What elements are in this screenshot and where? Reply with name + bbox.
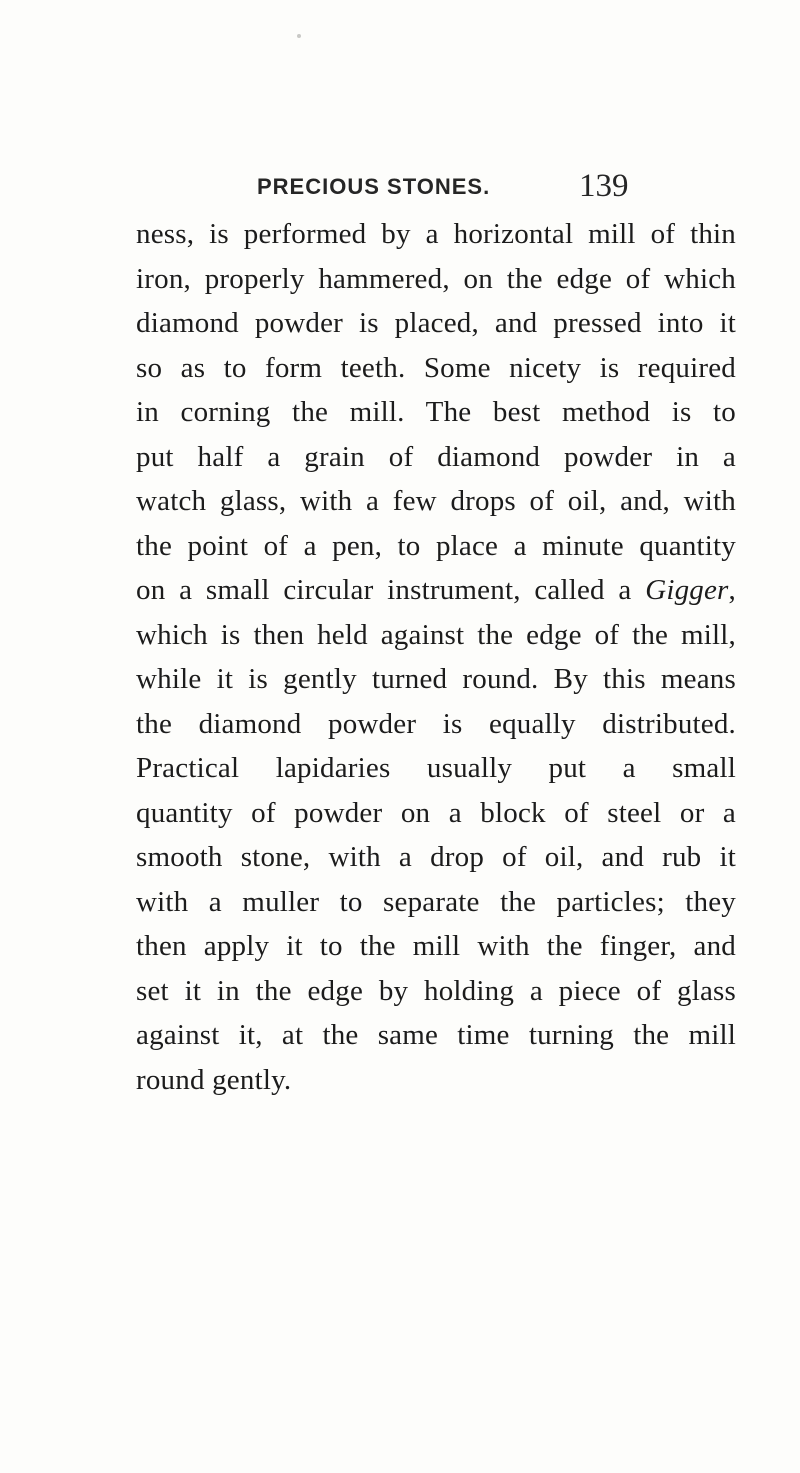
running-head: PRECIOUS STONES.	[257, 174, 491, 199]
text-line-gigger	[136, 568, 736, 613]
italic-term-gigger: Gigger	[645, 574, 729, 606]
text-line: diamond powder is placed, and pressed into it	[136, 307, 736, 339]
text-line: set it in the edge by holding a piece of glass	[136, 974, 736, 1007]
page-header	[200, 168, 720, 208]
text-line: with a muller to separate the particles; they	[136, 885, 736, 918]
text-line: against it, at the same time turning the mill	[136, 1019, 736, 1051]
text-line: the diamond powder is equally distributed.	[136, 707, 736, 740]
text-line: ness, is performed by a horizontal mill of thin	[136, 218, 736, 250]
text-line: Practical lapidaries usually put a small	[136, 752, 736, 784]
text-line: put half a grain of diamond powder in a	[136, 440, 736, 473]
text-line: the point of a pen, to place a minute quantity	[136, 529, 736, 562]
text-line: which is then held against the edge of the mill,	[136, 618, 736, 651]
text-line: so as to form teeth. Some nicety is required	[136, 351, 736, 384]
text-line: watch glass, with a few drops of oil, and, with	[136, 485, 736, 517]
text-line: iron, properly hammered, on the edge of which	[136, 262, 736, 295]
text-line: then apply it to the mill with the finger, and	[136, 930, 736, 962]
text-line: smooth stone, with a drop of oil, and rub it	[136, 841, 736, 873]
text-line-last: round gently.	[136, 1063, 292, 1096]
punctuation-comma: ,	[728, 574, 736, 606]
text-segment: on a small circular instrument, called a	[136, 574, 646, 606]
text-line: while it is gently turned round. By this means	[136, 663, 736, 695]
paper-speck	[297, 34, 301, 38]
text-line: quantity of powder on a block of steel or a	[136, 796, 736, 829]
body-text	[136, 212, 736, 1102]
page-number: 139	[579, 168, 629, 204]
text-line: in corning the mill. The best method is to	[136, 396, 736, 428]
